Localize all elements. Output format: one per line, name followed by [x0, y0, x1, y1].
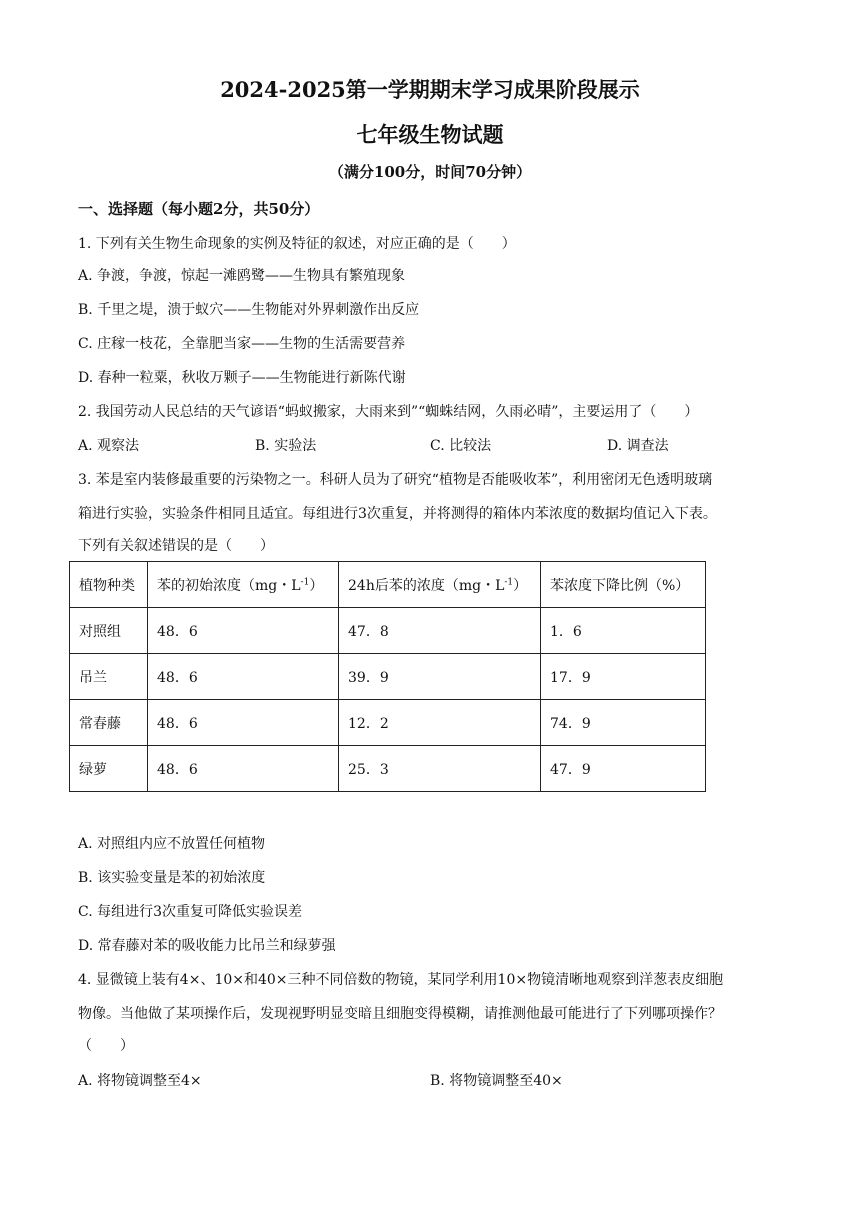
q3-stem-line2: 箱进行实验，实验条件相同且适宜。每组进行3次重复，并将测得的箱体内苯浓度的数据均值记入下表。	[78, 506, 717, 522]
table-row	[70, 608, 706, 654]
exam-note: （满分100分，时间70分钟）	[328, 163, 532, 181]
q4-stem-line3: （ ）	[78, 1038, 134, 1054]
table-row	[70, 746, 706, 792]
table-row	[70, 700, 706, 746]
table-cell: 绿萝	[70, 746, 148, 792]
table-cell: 常春藤	[70, 700, 148, 746]
q4-option-a: A. 将物镜调整至4×	[78, 1073, 202, 1089]
table-cell: 25．3	[339, 746, 541, 792]
table-header-row	[70, 562, 706, 608]
table-cell: 对照组	[70, 608, 148, 654]
table-cell: 48．6	[148, 654, 339, 700]
table-cell: 48．6	[148, 608, 339, 654]
header-cell: 24h后苯的浓度（mg・$L^{-1}$）	[339, 562, 541, 608]
table-cell: 74．9	[541, 700, 706, 746]
q3-stem-line1: 3. 苯是室内装修最重要的污染物之一。科研人员为了研究“植物是否能吸收苯”，利用密闭无色透明玻璃	[78, 472, 713, 488]
q4-stem-line1: 4. 显微镜上装有4×、10×和40×三种不同倍数的物镜，某同学利用10×物镜清晰地观察到洋葱表皮细胞	[78, 972, 724, 988]
table-cell: 17．9	[541, 654, 706, 700]
q4-option-b: B. 将物镜调整至40×	[430, 1073, 563, 1089]
q1-option-a: A. 争渡，争渡，惊起一滩鸥鹭——生物具有繁殖现象	[78, 268, 406, 284]
table-cell: 吊兰	[70, 654, 148, 700]
table-cell: 39．9	[339, 654, 541, 700]
exam-title: 2024-2025第一学期期末学习成果阶段展示	[220, 77, 640, 102]
q3-option-b: B. 该实验变量是苯的初始浓度	[78, 870, 266, 886]
q4-stem-line2: 物像。当他做了某项操作后，发现视野明显变暗且细胞变得模糊，请推测他最可能进行了下列哪项操作？	[78, 1006, 722, 1022]
q1-stem: 1. 下列有关生物生命现象的实例及特征的叙述，对应正确的是（ ）	[78, 236, 516, 252]
q2-option-a: A. 观察法	[78, 438, 140, 454]
table-cell: 48．6	[148, 746, 339, 792]
section-heading: 一、选择题（每小题2分，共50分）	[78, 200, 320, 218]
benzene-data-table	[69, 561, 706, 792]
table-cell: 1．6	[541, 608, 706, 654]
q1-option-b: B. 千里之堤，溃于蚁穴——生物能对外界刺激作出反应	[78, 302, 420, 318]
header-cell: 苯浓度下降比例（%）	[541, 562, 706, 608]
q3-option-c: C. 每组进行3次重复可降低实验误差	[78, 904, 303, 920]
header-cell: 植物种类	[70, 562, 148, 608]
exam-subtitle: 七年级生物试题	[356, 122, 504, 147]
q1-option-c: C. 庄稼一枝花，全靠肥当家——生物的生活需要营养	[78, 336, 406, 352]
header-cell: 苯的初始浓度（mg・$L^{-1}$）	[148, 562, 339, 608]
table-cell: 47．8	[339, 608, 541, 654]
table-row	[70, 654, 706, 700]
q2-option-c: C. 比较法	[430, 438, 492, 454]
q3-option-a: A. 对照组内应不放置任何植物	[78, 836, 266, 852]
q3-option-d: D. 常春藤对苯的吸收能力比吊兰和绿萝强	[78, 938, 336, 954]
q1-option-d: D. 春种一粒粟，秋收万颗子——生物能进行新陈代谢	[78, 370, 406, 386]
q2-option-d: D. 调查法	[607, 438, 669, 454]
q2-stem: 2. 我国劳动人民总结的天气谚语“蚂蚁搬家，大雨来到”“蜘蛛结网，久雨必晴”，主要运用了（ ）	[78, 404, 699, 420]
table-cell: 47．9	[541, 746, 706, 792]
table-cell: 12．2	[339, 700, 541, 746]
table-cell: 48．6	[148, 700, 339, 746]
q2-option-b: B. 实验法	[255, 438, 317, 454]
q3-stem-line3: 下列有关叙述错误的是（ ）	[78, 538, 274, 554]
